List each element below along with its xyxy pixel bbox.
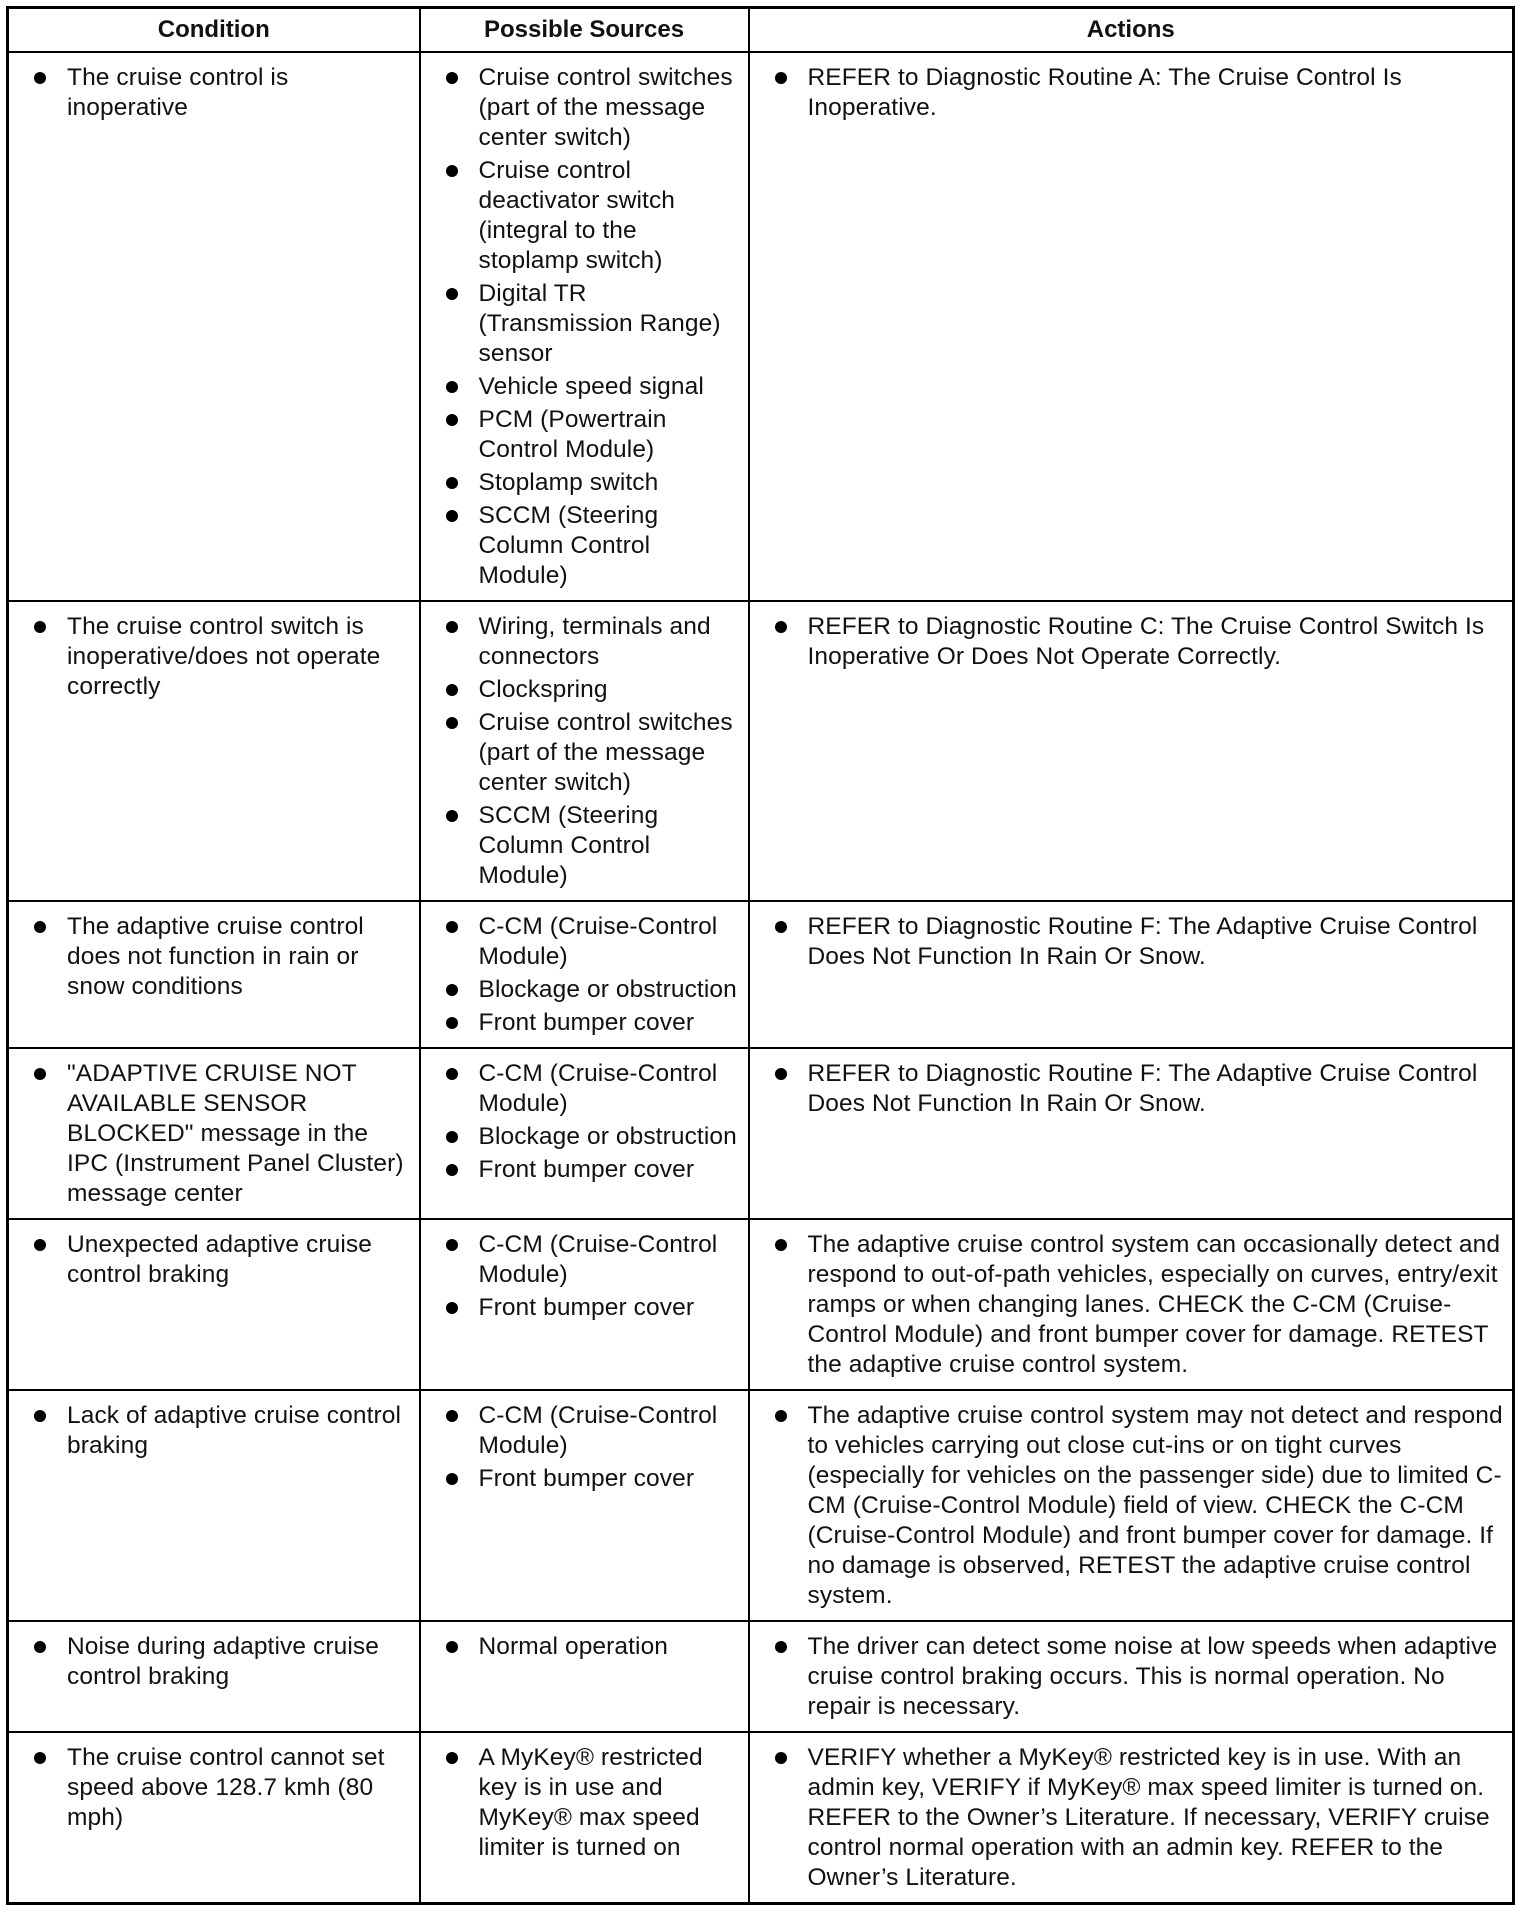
- bullet-icon: [446, 72, 458, 84]
- bullet-icon: [446, 684, 458, 696]
- list-item: [429, 1155, 740, 1185]
- bullet-list: [429, 1743, 740, 1863]
- bullet-list: [758, 1401, 1505, 1611]
- list-item-text: A MyKey® restricted key is in use and MyKey® max speed limiter is turned on: [478, 1744, 703, 1861]
- list-item: [758, 63, 1505, 123]
- bullet-list: [429, 612, 740, 891]
- bullet-icon: [34, 72, 46, 84]
- actions-cell: [749, 1732, 1514, 1904]
- table-row: [8, 1219, 1514, 1390]
- bullet-list: [758, 1632, 1505, 1722]
- bullet-list: [17, 912, 411, 1002]
- list-item: [429, 1743, 740, 1863]
- bullet-icon: [446, 1164, 458, 1176]
- list-item-text: Noise during adaptive cruise control braking: [67, 1633, 379, 1690]
- list-item: [429, 501, 740, 591]
- list-item-text: Unexpected adaptive cruise control braking: [67, 1231, 372, 1288]
- actions-cell: [749, 1621, 1514, 1732]
- list-item-text: Front bumper cover: [478, 1294, 695, 1321]
- bullet-list: [758, 1230, 1505, 1380]
- list-item: [17, 1743, 411, 1833]
- list-item-text: The adaptive cruise control system can occasionally detect and respond to out-of-path vehicles, especially on curves, entry/exit ramps or when changing lanes. CHECK the C-CM (Cruise-Control Module) and front bumper cover for damage. RETEST the adaptive cruise control system.: [807, 1231, 1501, 1378]
- bullet-icon: [775, 621, 787, 633]
- bullet-list: [429, 1632, 740, 1662]
- condition-cell: [8, 1048, 420, 1219]
- bullet-icon: [446, 1131, 458, 1143]
- list-item: [429, 708, 740, 798]
- condition-cell: [8, 601, 420, 901]
- list-item-text: REFER to Diagnostic Routine F: The Adaptive Cruise Control Does Not Function In Rain Or Snow.: [807, 913, 1478, 970]
- list-item: [429, 975, 740, 1005]
- bullet-icon: [446, 165, 458, 177]
- list-item-text: Blockage or obstruction: [478, 976, 737, 1003]
- bullet-icon: [775, 1752, 787, 1764]
- list-item-text: Cruise control switches (part of the message center switch): [478, 64, 733, 151]
- table-row: [8, 1048, 1514, 1219]
- list-item-text: "ADAPTIVE CRUISE NOT AVAILABLE SENSOR BLOCKED" message in the IPC (Instrument Panel Cluster) message center: [67, 1060, 404, 1207]
- bullet-icon: [775, 1068, 787, 1080]
- sources-cell: [420, 901, 749, 1048]
- actions-cell: [749, 1390, 1514, 1621]
- condition-cell: [8, 1219, 420, 1390]
- sources-cell: [420, 1732, 749, 1904]
- bullet-icon: [446, 1239, 458, 1251]
- list-item-text: Clockspring: [478, 676, 608, 703]
- list-item: [17, 63, 411, 123]
- bullet-icon: [446, 1473, 458, 1485]
- list-item: [429, 912, 740, 972]
- list-item-text: REFER to Diagnostic Routine C: The Cruise Control Switch Is Inoperative Or Does Not Operate Correctly.: [807, 613, 1485, 670]
- bullet-list: [758, 63, 1505, 123]
- list-item-text: Front bumper cover: [478, 1465, 695, 1492]
- list-item: [758, 912, 1505, 972]
- list-item: [429, 63, 740, 153]
- list-item-text: The adaptive cruise control does not function in rain or snow conditions: [67, 913, 364, 1000]
- table-row: [8, 901, 1514, 1048]
- list-item: [429, 612, 740, 672]
- list-item: [17, 1401, 411, 1461]
- bullet-list: [758, 1059, 1505, 1119]
- bullet-icon: [34, 621, 46, 633]
- condition-cell: [8, 1732, 420, 1904]
- bullet-icon: [34, 1641, 46, 1653]
- list-item-text: Cruise control switches (part of the message center switch): [478, 709, 733, 796]
- header-actions: Actions: [749, 8, 1514, 53]
- bullet-icon: [775, 1410, 787, 1422]
- bullet-list: [429, 912, 740, 1038]
- list-item: [429, 1632, 740, 1662]
- list-item-text: C-CM (Cruise-Control Module): [478, 913, 718, 970]
- bullet-list: [17, 612, 411, 702]
- bullet-list: [429, 1059, 740, 1185]
- bullet-icon: [446, 1641, 458, 1653]
- list-item: [17, 1632, 411, 1692]
- sources-cell: [420, 1390, 749, 1621]
- bullet-icon: [34, 1239, 46, 1251]
- list-item: [429, 279, 740, 369]
- list-item-text: Blockage or obstruction: [478, 1123, 737, 1150]
- bullet-list: [17, 63, 411, 123]
- bullet-icon: [446, 717, 458, 729]
- list-item-text: The cruise control switch is inoperative/does not operate correctly: [67, 613, 381, 700]
- list-item: [429, 468, 740, 498]
- bullet-list: [17, 1401, 411, 1461]
- bullet-list: [758, 612, 1505, 672]
- bullet-list: [17, 1059, 411, 1209]
- bullet-icon: [446, 1410, 458, 1422]
- table-row: [8, 601, 1514, 901]
- list-item-text: C-CM (Cruise-Control Module): [478, 1402, 718, 1459]
- bullet-icon: [34, 1068, 46, 1080]
- list-item-text: Wiring, terminals and connectors: [478, 613, 711, 670]
- bullet-icon: [446, 921, 458, 933]
- list-item-text: SCCM (Steering Column Control Module): [478, 502, 659, 589]
- table-row: [8, 1621, 1514, 1732]
- header-possible-sources: Possible Sources: [420, 8, 749, 53]
- bullet-list: [429, 1401, 740, 1494]
- list-item-text: Stoplamp switch: [478, 469, 659, 496]
- list-item: [429, 1059, 740, 1119]
- header-condition: Condition: [8, 8, 420, 53]
- bullet-icon: [446, 1302, 458, 1314]
- list-item: [17, 1230, 411, 1290]
- list-item: [758, 1059, 1505, 1119]
- list-item: [429, 1464, 740, 1494]
- bullet-icon: [34, 1410, 46, 1422]
- list-item-text: C-CM (Cruise-Control Module): [478, 1231, 718, 1288]
- bullet-list: [17, 1632, 411, 1692]
- bullet-icon: [775, 72, 787, 84]
- bullet-list: [758, 1743, 1505, 1893]
- list-item: [758, 1632, 1505, 1722]
- condition-cell: [8, 1390, 420, 1621]
- bullet-list: [17, 1230, 411, 1290]
- list-item: [429, 405, 740, 465]
- list-item-text: SCCM (Steering Column Control Module): [478, 802, 659, 889]
- list-item: [429, 1230, 740, 1290]
- bullet-icon: [446, 1068, 458, 1080]
- actions-cell: [749, 52, 1514, 601]
- list-item: [429, 1122, 740, 1152]
- list-item-text: The cruise control is inoperative: [67, 64, 289, 121]
- list-item: [758, 1401, 1505, 1611]
- bullet-icon: [446, 510, 458, 522]
- bullet-icon: [446, 477, 458, 489]
- sources-cell: [420, 1048, 749, 1219]
- list-item-text: Front bumper cover: [478, 1009, 695, 1036]
- list-item-text: Normal operation: [478, 1633, 669, 1660]
- list-item: [17, 912, 411, 1002]
- bullet-icon: [446, 621, 458, 633]
- bullet-icon: [446, 810, 458, 822]
- condition-cell: [8, 901, 420, 1048]
- bullet-icon: [34, 1752, 46, 1764]
- header-row: [8, 8, 1514, 53]
- list-item: [429, 675, 740, 705]
- list-item: [758, 1743, 1505, 1893]
- bullet-icon: [446, 414, 458, 426]
- list-item: [758, 1230, 1505, 1380]
- bullet-icon: [446, 1752, 458, 1764]
- bullet-icon: [446, 984, 458, 996]
- list-item-text: C-CM (Cruise-Control Module): [478, 1060, 718, 1117]
- list-item-text: VERIFY whether a MyKey® restricted key is in use. With an admin key, VERIFY if MyKey® max speed limiter is turned on. REFER to the Owner’s Literature. If necessary, VERIFY cruise control normal operation with an admin key. REFER to the Owner’s Literature.: [807, 1744, 1490, 1891]
- actions-cell: [749, 601, 1514, 901]
- table-row: [8, 1390, 1514, 1621]
- list-item-text: Front bumper cover: [478, 1156, 695, 1183]
- list-item-text: Cruise control deactivator switch (integral to the stoplamp switch): [478, 157, 676, 274]
- bullet-icon: [446, 381, 458, 393]
- bullet-list: [758, 912, 1505, 972]
- list-item-text: The cruise control cannot set speed above 128.7 kmh (80 mph): [67, 1744, 385, 1831]
- list-item: [429, 1008, 740, 1038]
- actions-cell: [749, 1219, 1514, 1390]
- list-item: [429, 1401, 740, 1461]
- list-item-text: Digital TR (Transmission Range) sensor: [478, 280, 721, 367]
- bullet-list: [17, 1743, 411, 1833]
- list-item-text: Lack of adaptive cruise control braking: [67, 1402, 402, 1459]
- list-item: [758, 612, 1505, 672]
- condition-cell: [8, 52, 420, 601]
- list-item: [429, 801, 740, 891]
- actions-cell: [749, 901, 1514, 1048]
- table-row: [8, 52, 1514, 601]
- list-item-text: REFER to Diagnostic Routine F: The Adaptive Cruise Control Does Not Function In Rain Or Snow.: [807, 1060, 1478, 1117]
- list-item-text: Vehicle speed signal: [478, 373, 704, 400]
- bullet-icon: [775, 1239, 787, 1251]
- bullet-list: [429, 63, 740, 591]
- diagnostic-table: [6, 6, 1515, 1905]
- list-item-text: PCM (Powertrain Control Module): [478, 406, 667, 463]
- bullet-icon: [775, 1641, 787, 1653]
- sources-cell: [420, 601, 749, 901]
- bullet-icon: [775, 921, 787, 933]
- sources-cell: [420, 1621, 749, 1732]
- list-item: [17, 1059, 411, 1209]
- bullet-list: [429, 1230, 740, 1323]
- table-row: [8, 1732, 1514, 1904]
- bullet-icon: [446, 288, 458, 300]
- list-item: [429, 1293, 740, 1323]
- sources-cell: [420, 52, 749, 601]
- sources-cell: [420, 1219, 749, 1390]
- condition-cell: [8, 1621, 420, 1732]
- list-item-text: REFER to Diagnostic Routine A: The Cruise Control Is Inoperative.: [807, 64, 1402, 121]
- bullet-icon: [34, 921, 46, 933]
- actions-cell: [749, 1048, 1514, 1219]
- list-item: [429, 156, 740, 276]
- bullet-icon: [446, 1017, 458, 1029]
- list-item: [17, 612, 411, 702]
- list-item: [429, 372, 740, 402]
- list-item-text: The driver can detect some noise at low speeds when adaptive cruise control braking occurs. This is normal operation. No repair is necessary.: [807, 1633, 1498, 1720]
- list-item-text: The adaptive cruise control system may not detect and respond to vehicles carrying out close cut-ins or on tight curves (especially for vehicles on the passenger side) due to limited C-CM (Cruise-Control Module) field of view. CHECK the C-CM (Cruise-Control Module) and front bumper cover for damage. If no damage is observed, RETEST the adaptive cruise control system.: [807, 1402, 1503, 1609]
